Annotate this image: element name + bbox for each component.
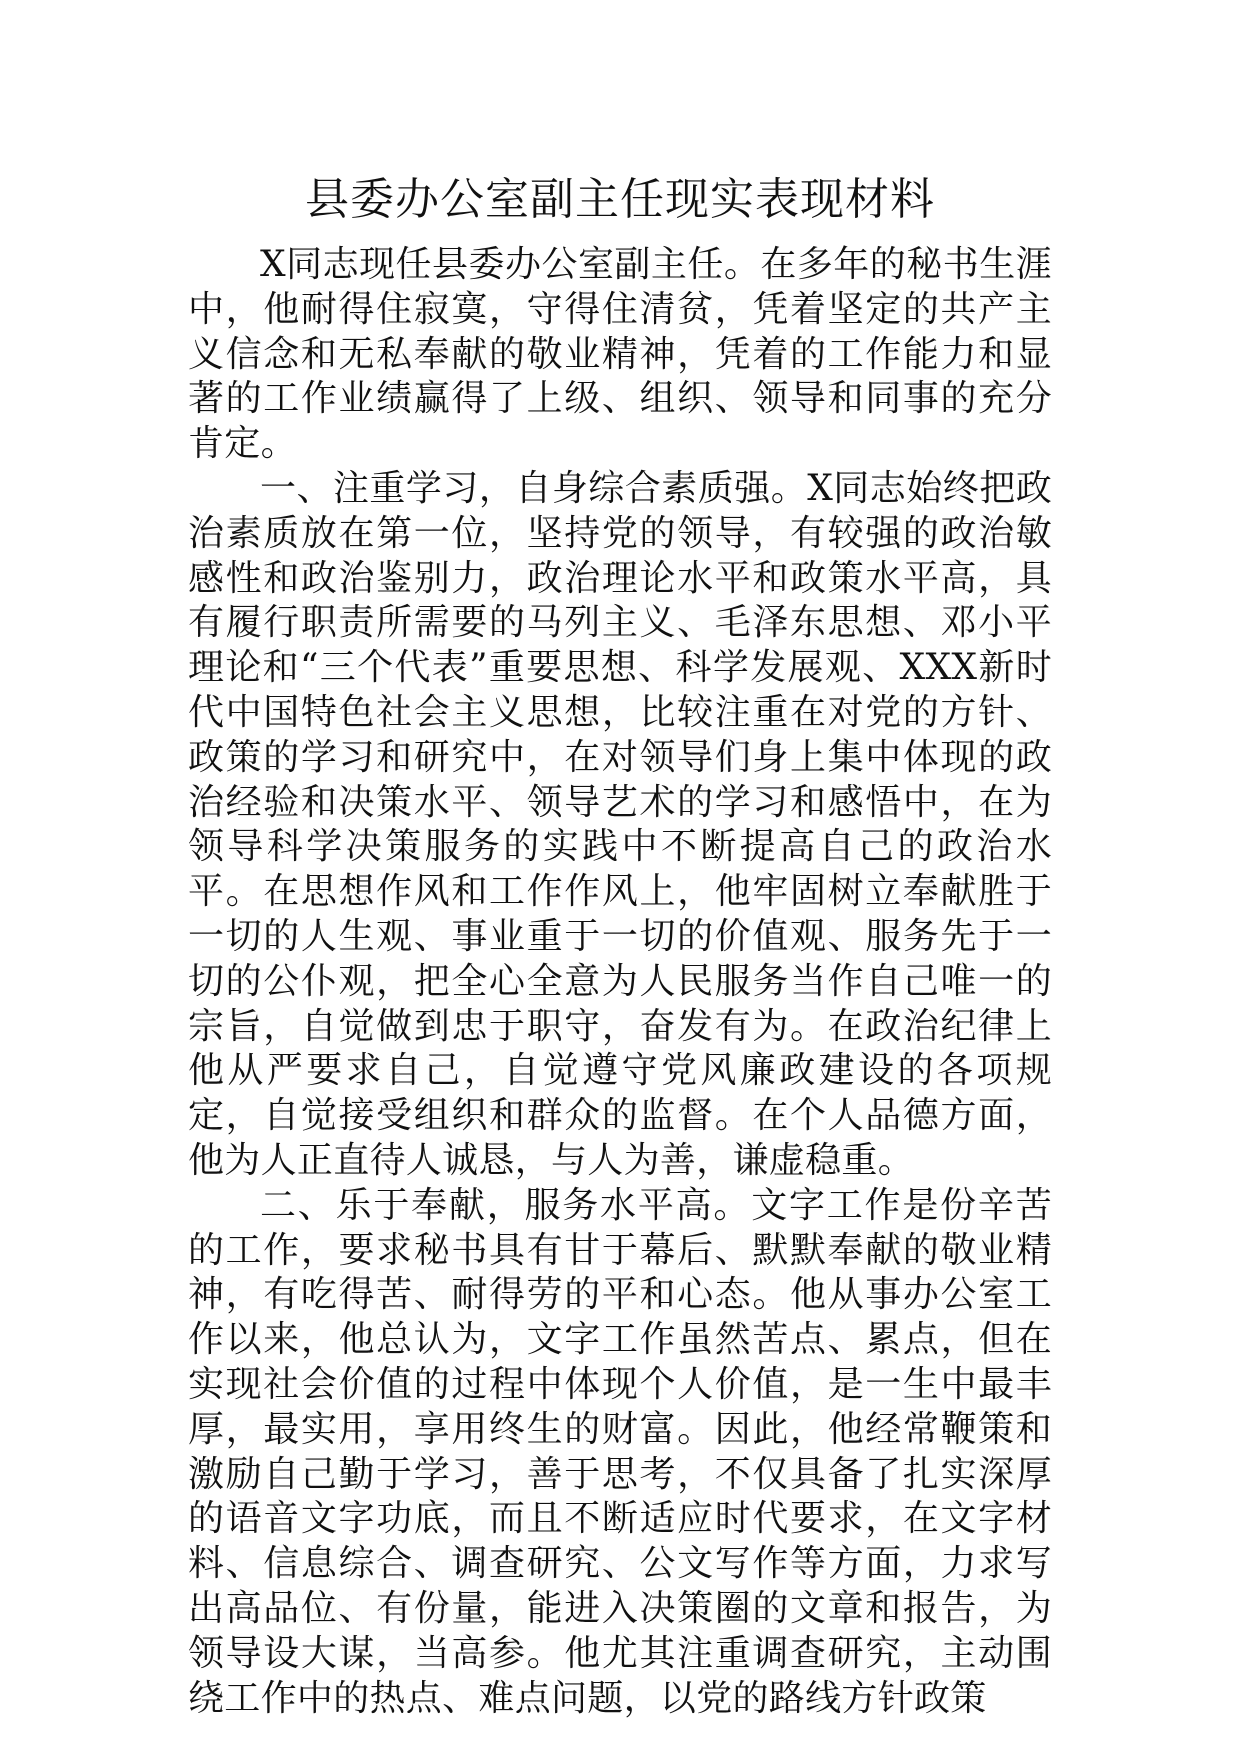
paragraph-text: 文字工作是份辛苦的工作，要求秘书具有甘于幕后、默默奉献的敬业精神，有吃得苦、耐得劳的平和心态。他从事办公室工作以来，他总认为，文字工作虽然苦点、累点，但在实现社会价值的过程中体现个人价值，是一生中最丰厚，最实用，享用终生的财富。因此，他经常鞭策和激励自己勤于学习，善于思考，不仅具备了扎实深厚的语音文字功底，而且不断适应时代要求，在文字材料、信息综合、调查研究、公文写作等方面，力求写出高品位、有份量，能进入决策圈的文章和报告，为领导设大谋，当高参。他尤其注重调查研究，主动围绕工作中的热点、难点问题，以党的路线方针政策 — [188, 1184, 1052, 1719]
paragraph-intro — [188, 242, 1052, 467]
document-body — [188, 242, 1052, 1721]
section-heading: 一、注重学习，自身综合素质强。 — [260, 467, 808, 509]
paragraph-section-2 — [188, 1184, 1052, 1722]
section-heading: 二、乐于奉献，服务水平高。 — [260, 1184, 752, 1226]
paragraph-section-1 — [188, 467, 1052, 1184]
paragraph-text: X同志现任县委办公室副主任。在多年的秘书生涯中，他耐得住寂寞，守得住清贫，凭着坚定的共产主义信念和无私奉献的敬业精神，凭着的工作能力和显著的工作业绩赢得了上级、组织、领导和同事的充分肯定。 — [188, 244, 1052, 465]
paragraph-text: X同志始终把政治素质放在第一位，坚持党的领导，有较强的政治敏感性和政治鉴别力，政治理论水平和政策水平高，具有履行职责所需要的马列主义、毛泽东思想、邓小平理论和“三个代表”重要思想、科学发展观、XXX新时代中国特色社会主义思想，比较注重在对党的方针、政策的学习和研究中，在对领导们身上集中体现的政治经验和决策水平、领导艺术的学习和感悟中，在为领导科学决策服务的实践中不断提高自己的政治水平。在思想作风和工作作风上，他牢固树立奉献胜于一切的人生观、事业重于一切的价值观、服务先于一切的公仆观，把全心全意为人民服务当作自己唯一的宗旨，自觉做到忠于职守，奋发有为。在政治纪律上他从严要求自己，自觉遵守党风廉政建设的各项规定，自觉接受组织和群众的监督。在个人品德方面，他为人正直待人诚恳，与人为善，谦虚稳重。 — [188, 467, 1052, 1181]
document-title: 县委办公室副主任现实表现材料 — [305, 174, 935, 225]
